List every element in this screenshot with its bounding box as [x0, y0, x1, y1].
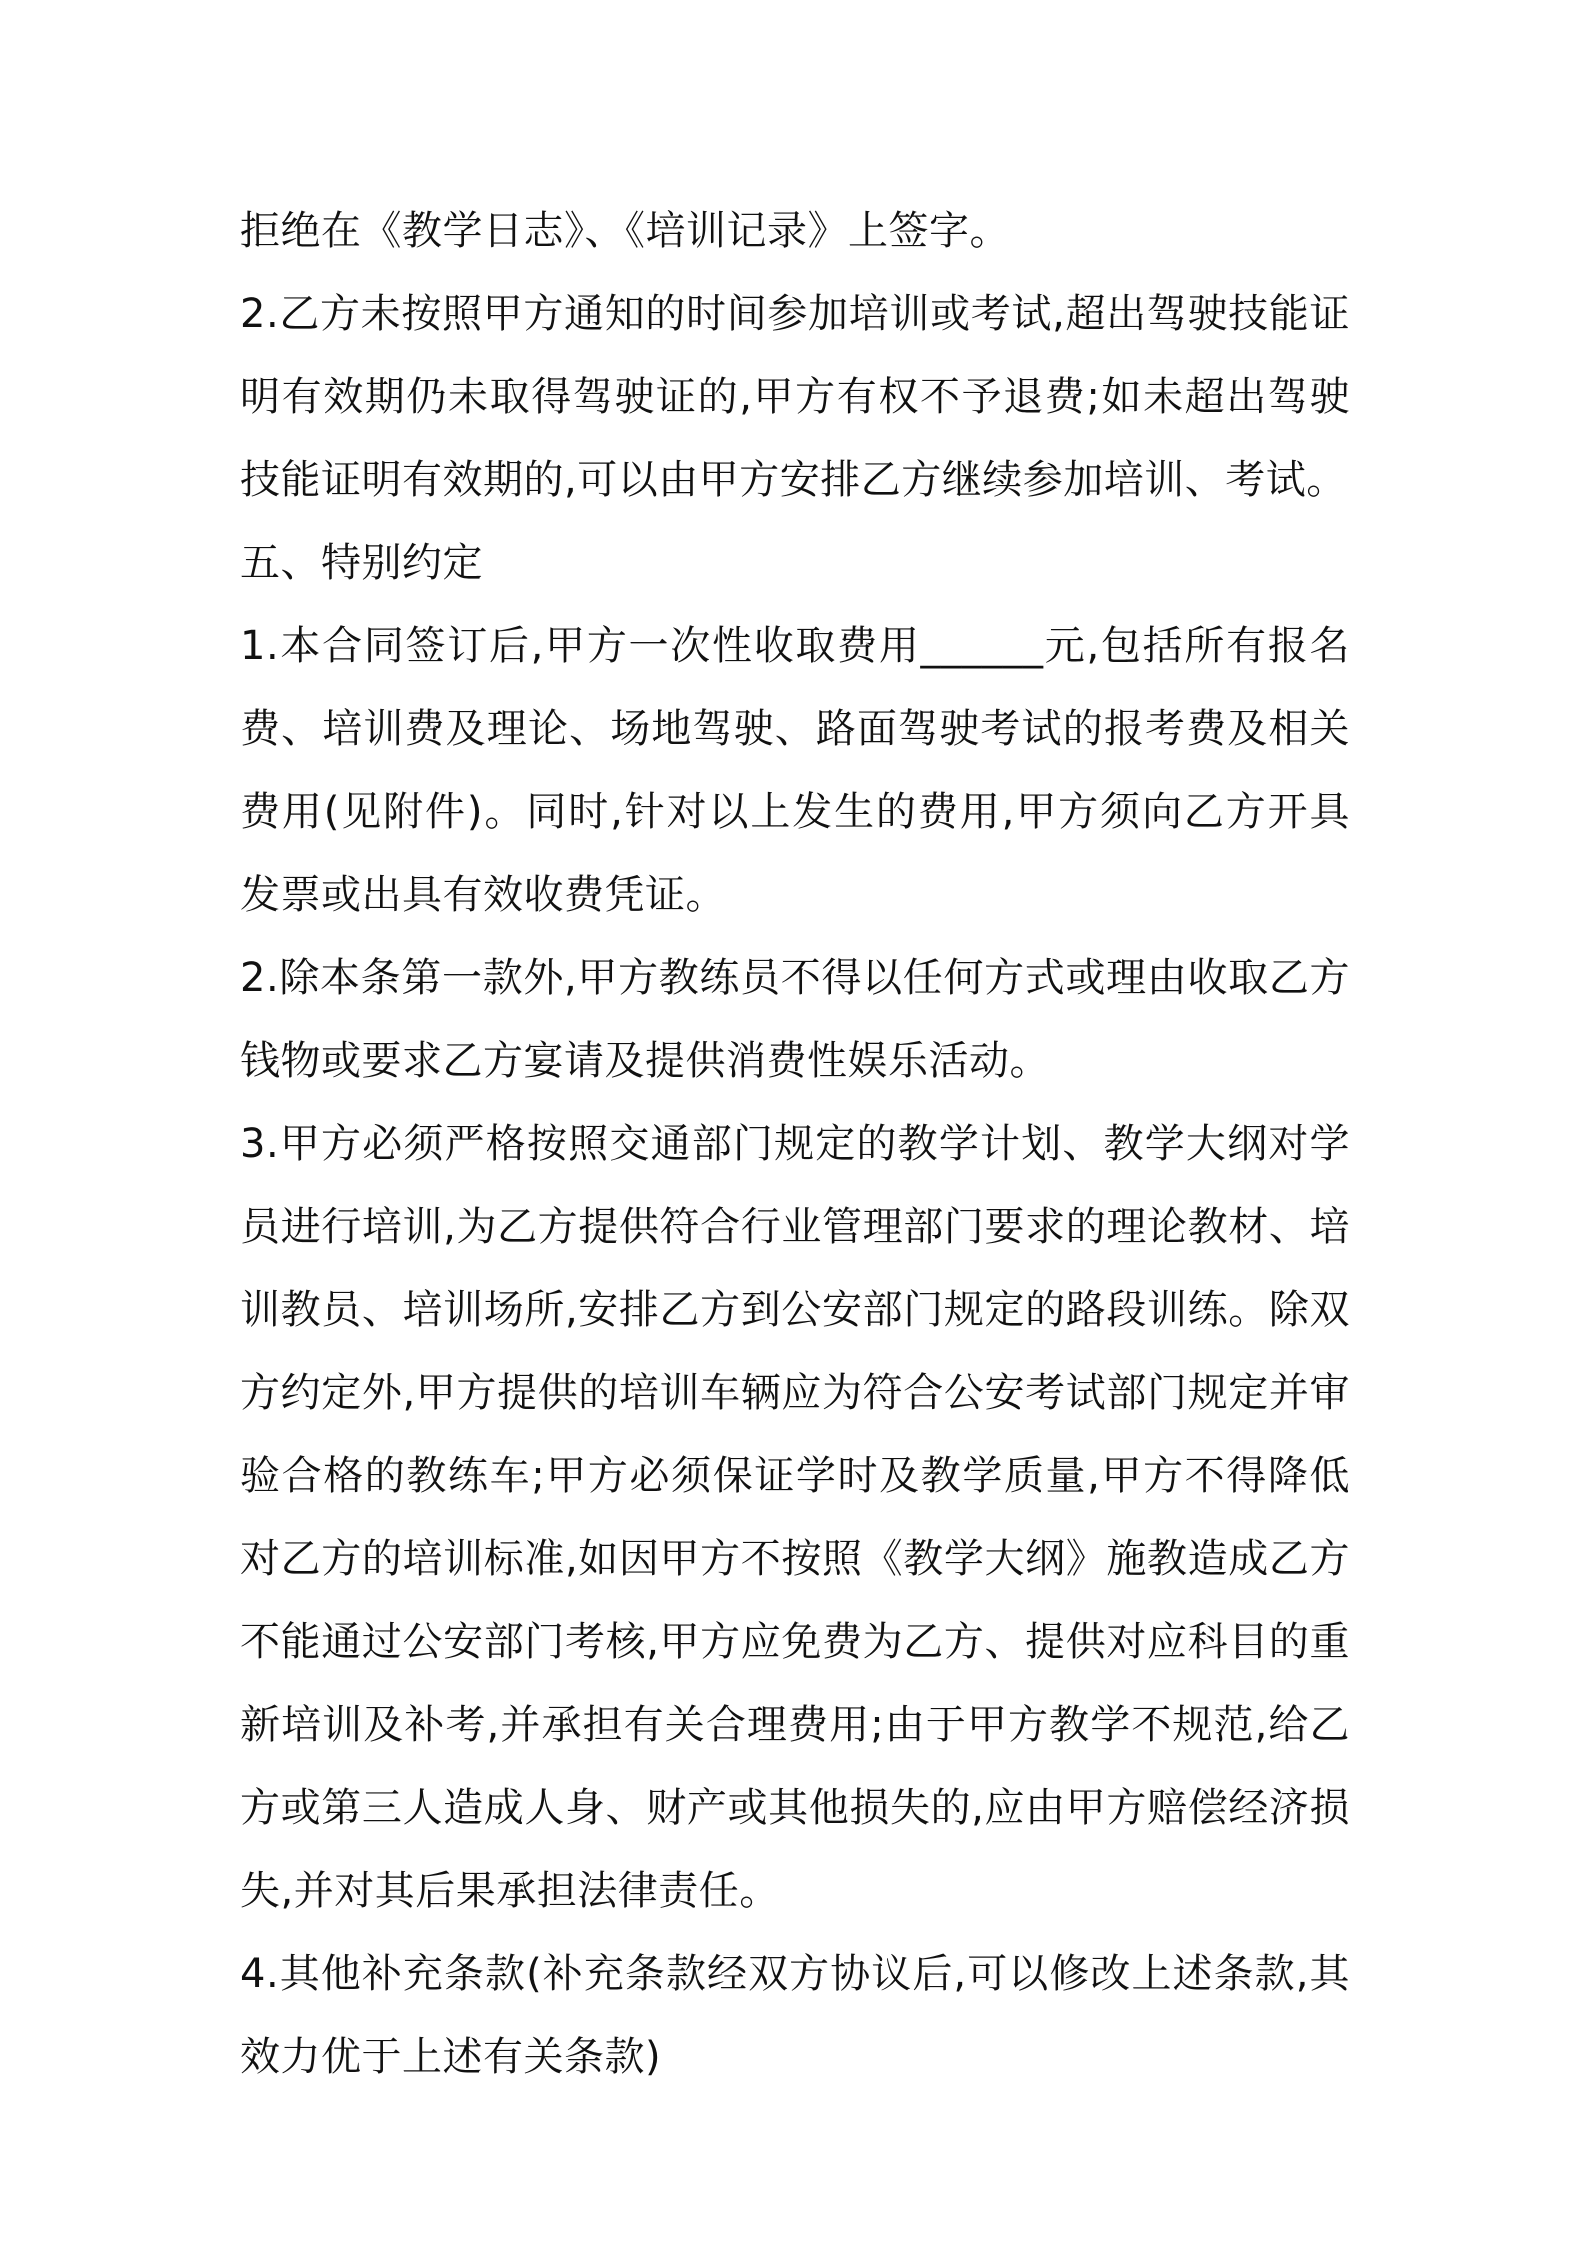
document-body: [240, 190, 1350, 2099]
paragraph-special-clause-1-fees: 1.本合同签订后,甲方一次性收取费用______元,包括所有报名费、培训费及理论、场地驾驶、路面驾驶考试的报考费及相关费用(见附件)。同时,针对以上发生的费用,甲方须向乙方开具发票或出具有效收费凭证。: [240, 623, 1350, 918]
paragraph-refusal-signature: 拒绝在《教学日志》、《培训记录》上签字。: [240, 208, 1010, 254]
section-heading-special-agreement: 五、特别约定: [240, 540, 483, 586]
paragraph-special-clause-4-supplementary: 4.其他补充条款(补充条款经双方协议后,可以修改上述条款,其效力优于上述有关条款): [240, 1951, 1350, 2080]
paragraph-special-clause-2-no-gifts: 2.除本条第一款外,甲方教练员不得以任何方式或理由收取乙方钱物或要求乙方宴请及提供消费性娱乐活动。: [240, 955, 1350, 1084]
paragraph-special-clause-3-training-standards: 3.甲方必须严格按照交通部门规定的教学计划、教学大纲对学员进行培训,为乙方提供符合行业管理部门要求的理论教材、培训教员、培训场所,安排乙方到公安部门规定的路段训练。除双方约定外,甲方提供的培训车辆应为符合公安考试部门规定并审验合格的教练车;甲方必须保证学时及教学质量,甲方不得降低对乙方的培训标准,如因甲方不按照《教学大纲》施教造成乙方不能通过公安部门考核,甲方应免费为乙方、提供对应科目的重新培训及补考,并承担有关合理费用;由于甲方教学不规范,给乙方或第三人造成人身、财产或其他损失的,应由甲方赔偿经济损失,并对其后果承担法律责任。: [240, 1121, 1350, 1914]
paragraph-clause-2-absence: 2.乙方未按照甲方通知的时间参加培训或考试,超出驾驶技能证明有效期仍未取得驾驶证的,甲方有权不予退费;如未超出驾驶技能证明有效期的,可以由甲方安排乙方继续参加培训、考试。: [240, 291, 1350, 503]
